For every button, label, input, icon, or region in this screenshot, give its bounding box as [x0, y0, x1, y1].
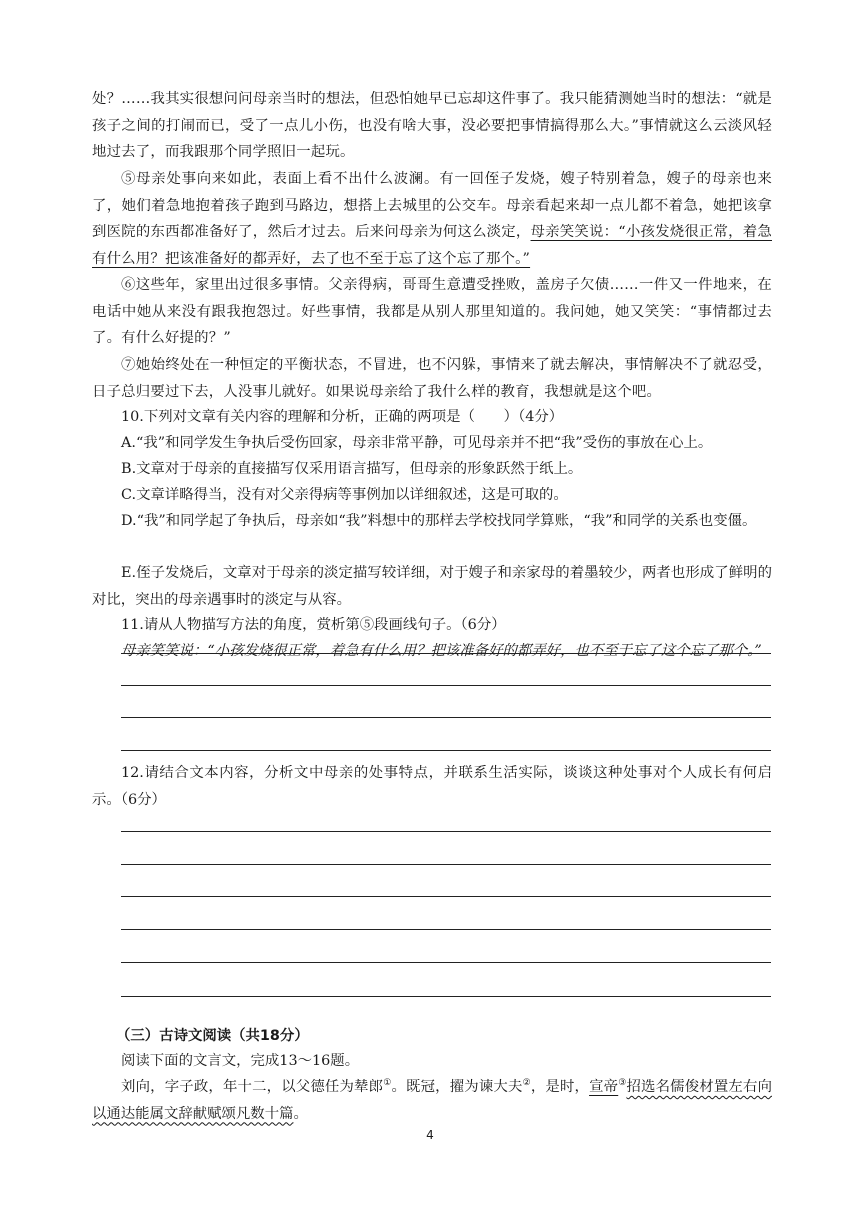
question-10-option-d: D.“我”和同学起了争执后，母亲如“我”料想中的那样去学校找同学算账，“我”和同学的关系也变僵。: [121, 513, 757, 529]
section-3-title: （三）古诗文阅读（共18分）: [116, 1028, 309, 1044]
answer-line[interactable]: [121, 929, 771, 930]
question-10-option-e: E.侄子发烧后，文章对于母亲的淡定描写较详细，对于嫂子和亲家母的着墨较少，两者也形成了鲜明的对比，突出的母亲遇事时的淡定与从容。: [92, 565, 772, 608]
classical-text-paragraph: [92, 1074, 772, 1127]
answer-line[interactable]: [121, 962, 771, 963]
question-10-option-c: C.文章详略得当，没有对父亲得病等事例加以详细叙述，这是可取的。: [121, 487, 568, 503]
answer-line[interactable]: [121, 831, 771, 832]
passage-paragraph-5: [92, 166, 772, 272]
answer-line[interactable]: [121, 750, 771, 751]
question-10-stem: 10.下列对文章有关内容的理解和分析，正确的两项是（ ）（4分）: [121, 409, 564, 425]
footnote-marker-2: ②: [522, 1078, 531, 1089]
page-number: 4: [426, 1128, 434, 1142]
classical-text-c: ，是时，: [530, 1079, 590, 1095]
answer-line[interactable]: [121, 717, 771, 718]
classical-text-b: 。既冠，擢为谏大夫: [391, 1079, 523, 1095]
question-10-option-b: B.文章对于母亲的直接描写仅采用语言描写，但母亲的形象跃然于纸上。: [121, 461, 583, 477]
classical-text-a: 刘向，字子政，年十二，以父德任为辇郎: [121, 1079, 384, 1095]
question-12-stem: 12.请结合文本内容，分析文中母亲的处事特点，并联系生活实际，谈谈这种处事对个人成长有何启示。（6分）: [92, 765, 772, 808]
question-11-quote: 母亲笑笑说：“小孩发烧很正常，着急有什么用？把该准备好的都弄好，也不至于忘了这个忘了那个。”: [121, 643, 762, 659]
answer-line[interactable]: [121, 996, 771, 997]
question-11-stem: 11.请从人物描写方法的角度，赏析第⑤段画线句子。（6分）: [121, 617, 506, 633]
footnote-marker-1: ①: [383, 1078, 392, 1089]
section-3-intro: 阅读下面的文言文，完成13～16题。: [121, 1053, 360, 1069]
question-10-option-a: A.“我”和同学发生争执后受伤回家，母亲非常平静，可见母亲并不把“我”受伤的事放在心上。: [121, 435, 713, 451]
answer-line[interactable]: [121, 653, 771, 654]
passage-paragraph-6: ⑥这些年，家里出过很多事情。父亲得病，哥哥生意遭受挫败，盖房子欠债……一件又一件地来，在电话中她从来没有跟我抱怨过。好些事情，我都是从别人那里知道的。我问她，她又笑笑：“事情都过去了。有什么好提的？”: [92, 277, 772, 346]
answer-line[interactable]: [121, 864, 771, 865]
paragraph-5-text: ⑤母亲处事向来如此，表面上看不出什么波澜。有一回侄子发烧，嫂子特别着急，嫂子的母亲也来了，她们着急地抱着孩子跑到马路边，想搭上去城里的公交车。母亲看起来却一点儿都不着急，她把该拿到医院的东西都准备好了，然后才过去。后来问母亲为何这么淡定，: [92, 171, 772, 240]
paragraph-5-underlined-sentence: 母亲笑笑说：“小孩发烧很正常，着急有什么用？把该准备好的都弄好，去了也不至于忘了这个忘了那个。”: [92, 224, 772, 267]
footnote-marker-3: ③: [618, 1078, 627, 1089]
passage-paragraph-continued: 处？……我其实很想问问母亲当时的想法，但恐怕她早已忘却这件事了。我只能猜测她当时的想法：“就是孩子之间的打闹而已，受了一点儿小伤，也没有啥大事，没必要把事情搞得那么大。”事情就这么云淡风轻地过去了，而我跟那个同学照旧一起玩。: [92, 91, 772, 160]
classical-text-wavy-underlined: 招选名儒俊材置左右向以通达能属文辞献赋颂凡数十篇: [92, 1079, 772, 1122]
classical-text-end: 。: [293, 1105, 308, 1122]
classical-text-xuandi: 宣帝: [589, 1079, 619, 1095]
answer-line[interactable]: [121, 685, 771, 686]
passage-paragraph-7: ⑦她始终处在一种恒定的平衡状态，不冒进，也不闪躲，事情来了就去解决，事情解决不了就忍受，日子总归要过下去，人没事儿就好。如果说母亲给了我什么样的教育，我想就是这个吧。: [92, 357, 772, 400]
answer-line[interactable]: [121, 896, 771, 897]
